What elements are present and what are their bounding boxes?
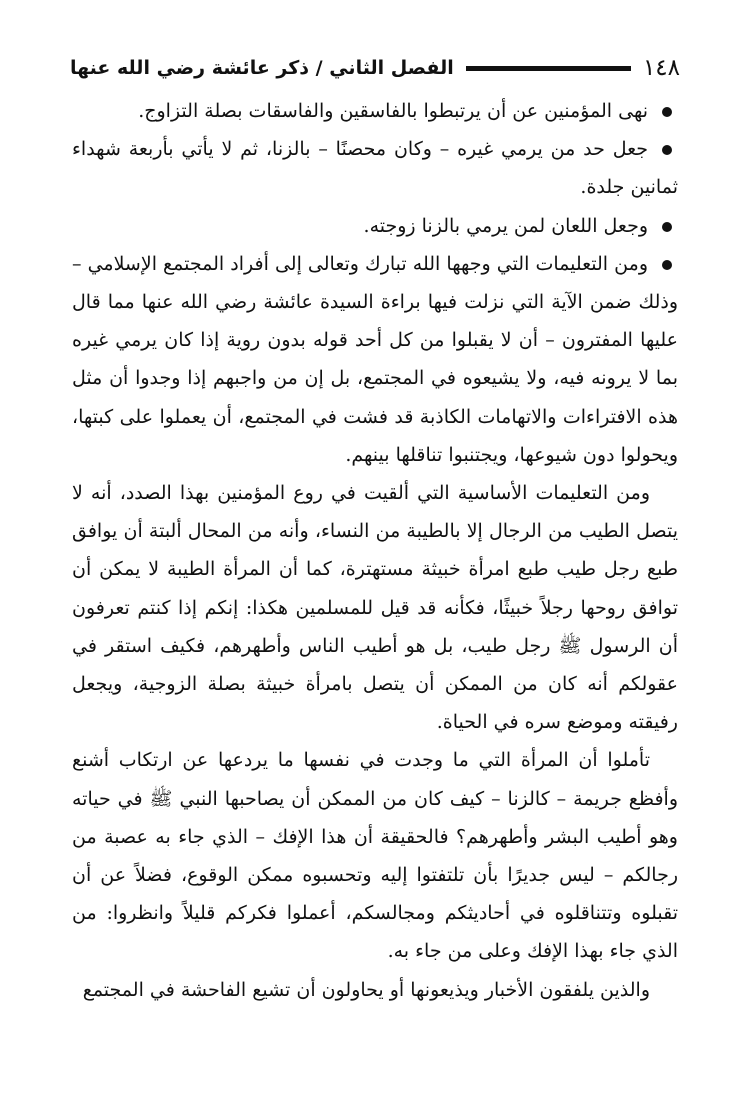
bullet-text: نهى المؤمنين عن أن يرتبطوا بالفاسقين والفاسقات بصلة التزاوج. bbox=[138, 100, 648, 122]
bullet-text: وجعل اللعان لمن يرمي بالزنا زوجته. bbox=[363, 214, 648, 237]
paragraph: والذين يلفقون الأخبار ويذيعونها أو يحاولون أن تشيع الفاحشة في المجتمع bbox=[82, 978, 650, 1001]
bullet-icon bbox=[662, 107, 672, 117]
chapter-title: الفصل الثاني / ذكر عائشة رضي الله عنها bbox=[70, 57, 454, 79]
paragraph: تأملوا أن المرأة التي ما وجدت في نفسها ما يردعها عن ارتكاب أشنع وأفظع جريمة – كالزنا – كيف كان من الممكن أن يصاحبها النبي ﷺ في حياته وهو أطيب البشر وأطهرهم؟ فالحقيقة أن هذا الإفك – الذي جاء به عصبة من رجالكم – ليس جديرًا بأن تلتفتوا إليه وتحسبوه ممكن الوقوع، فضلاً عن أن تقبلوه وتتناقلوه في أحاديثكم ومجالسكم، أعملوا فكركم قليلاً وانظروا: من الذي جاء بهذا الإفك وعلى من جاء به. bbox=[72, 749, 678, 963]
page-number: ١٤٨ bbox=[642, 55, 680, 81]
bullet-item bbox=[72, 130, 678, 206]
bullet-item bbox=[72, 245, 678, 474]
header-rule bbox=[466, 66, 631, 71]
running-header bbox=[70, 48, 680, 88]
bullet-icon bbox=[662, 260, 672, 270]
bullet-text: ومن التعليمات التي وجهها الله تبارك وتعالى إلى أفراد المجتمع الإسلامي – وذلك ضمن الآية التي نزلت فيها براءة السيدة عائشة رضي الله عنها مما قال عليها المفترون – أن لا يقبلوا من كل أحد قوله بدون روية إذا كان يرمي غيره بما لا يرونه فيه، ولا يشيعوه في المجتمع، بل إن من واجبهم إذا وجدوا أن مثل هذه الافتراءات والاتهامات الكاذبة قد فشت في المجتمع، أن يعملوا على كبتها، ويحولوا دون شيوعها، ويجتنبوا تناقلها بينهم. bbox=[72, 252, 678, 466]
body-text bbox=[72, 92, 678, 1009]
bullet-icon bbox=[662, 222, 672, 232]
bullet-item bbox=[72, 207, 678, 245]
bullet-text: جعل حد من يرمي غيره – وكان محصنًا – بالزنا، ثم لا يأتي بأربعة شهداء ثمانين جلدة. bbox=[72, 138, 678, 199]
bullet-icon bbox=[662, 145, 672, 155]
paragraph: ومن التعليمات الأساسية التي ألقيت في روع المؤمنين بهذا الصدد، أنه لا يتصل الطيب من الرجال إلا بالطيبة من النساء، وأنه من المحال ألبتة أن يوافق طبع رجل طيب طبع امرأة خبيثة مستهترة، كما أن المرأة الطيبة لا يمكن أن توافق روحها رجلاً خبيثًا، فكأنه قد قيل للمسلمين هكذا: إنكم إذا كنتم تعرفون أن الرسول ﷺ رجل طيب، بل هو أطيب الناس وأطهرهم، فكيف استقر في عقولكم أنه كان من الممكن أن يتصل بامرأة خبيثة بصلة الزوجية، ويجعل رفيقته وموضع سره في الحياة. bbox=[72, 482, 678, 734]
bullet-item bbox=[72, 92, 678, 130]
